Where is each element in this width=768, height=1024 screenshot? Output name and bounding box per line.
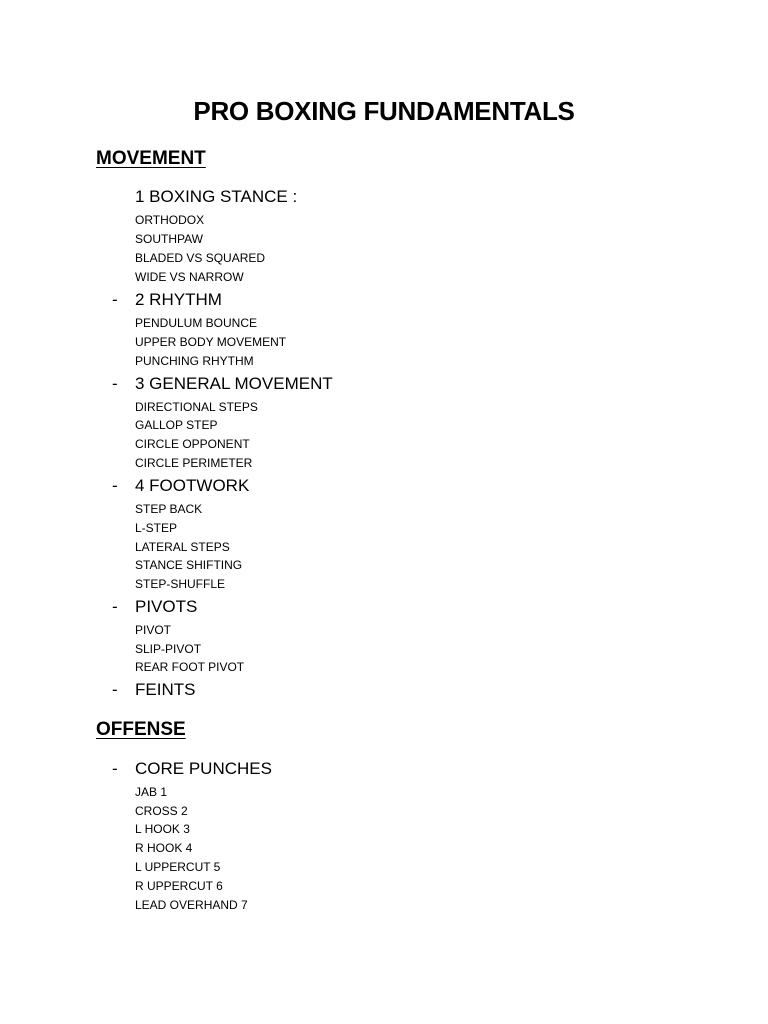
- list-item: CIRCLE OPPONENT: [135, 437, 250, 451]
- list-item: GALLOP STEP: [135, 418, 218, 432]
- list-item: ORTHODOX: [135, 213, 205, 227]
- list-dash: -: [112, 597, 118, 616]
- list-item: PIVOT: [135, 623, 172, 637]
- group-heading-rhythm: 2 RHYTHM: [135, 290, 222, 309]
- list-item: WIDE VS NARROW: [135, 270, 244, 284]
- list-dash: -: [112, 680, 118, 699]
- list-item: R HOOK 4: [135, 841, 193, 855]
- list-item: SOUTHPAW: [135, 232, 203, 246]
- list-dash: -: [112, 374, 118, 393]
- list-item: STEP-SHUFFLE: [135, 577, 226, 591]
- list-item: UPPER BODY MOVEMENT: [135, 335, 287, 349]
- group-heading-footwork: 4 FOOTWORK: [135, 476, 250, 495]
- group-heading-boxing-stance: 1 BOXING STANCE :: [135, 187, 298, 206]
- document-title: PRO BOXING FUNDAMENTALS: [193, 96, 575, 126]
- list-item: R UPPERCUT 6: [135, 879, 223, 893]
- list-item: REAR FOOT PIVOT: [135, 660, 245, 674]
- group-heading-feints: FEINTS: [135, 680, 196, 699]
- list-item: LATERAL STEPS: [135, 540, 230, 554]
- list-item: CIRCLE PERIMETER: [135, 456, 253, 470]
- list-item: PUNCHING RHYTHM: [135, 354, 254, 368]
- group-heading-general-movement: 3 GENERAL MOVEMENT: [135, 374, 333, 393]
- list-item: L UPPERCUT 5: [135, 860, 221, 874]
- list-item: BLADED VS SQUARED: [135, 251, 266, 265]
- list-item: DIRECTIONAL STEPS: [135, 400, 258, 414]
- list-item: LEAD OVERHAND 7: [135, 898, 248, 912]
- group-heading-pivots: PIVOTS: [135, 597, 198, 616]
- list-item: JAB 1: [135, 785, 168, 799]
- list-item: PENDULUM BOUNCE: [135, 316, 258, 330]
- list-item: STANCE SHIFTING: [135, 558, 243, 572]
- list-item: L-STEP: [135, 521, 178, 535]
- group-heading-core-punches: CORE PUNCHES: [135, 759, 272, 778]
- section-heading-movement: MOVEMENT: [96, 148, 206, 169]
- list-item: CROSS 2: [135, 804, 188, 818]
- list-item: STEP BACK: [135, 502, 203, 516]
- list-dash: -: [112, 290, 118, 309]
- list-dash: -: [112, 476, 118, 495]
- section-heading-offense: OFFENSE: [96, 719, 186, 740]
- list-item: L HOOK 3: [135, 822, 190, 836]
- list-dash: -: [112, 759, 118, 778]
- list-item: SLIP-PIVOT: [135, 642, 202, 656]
